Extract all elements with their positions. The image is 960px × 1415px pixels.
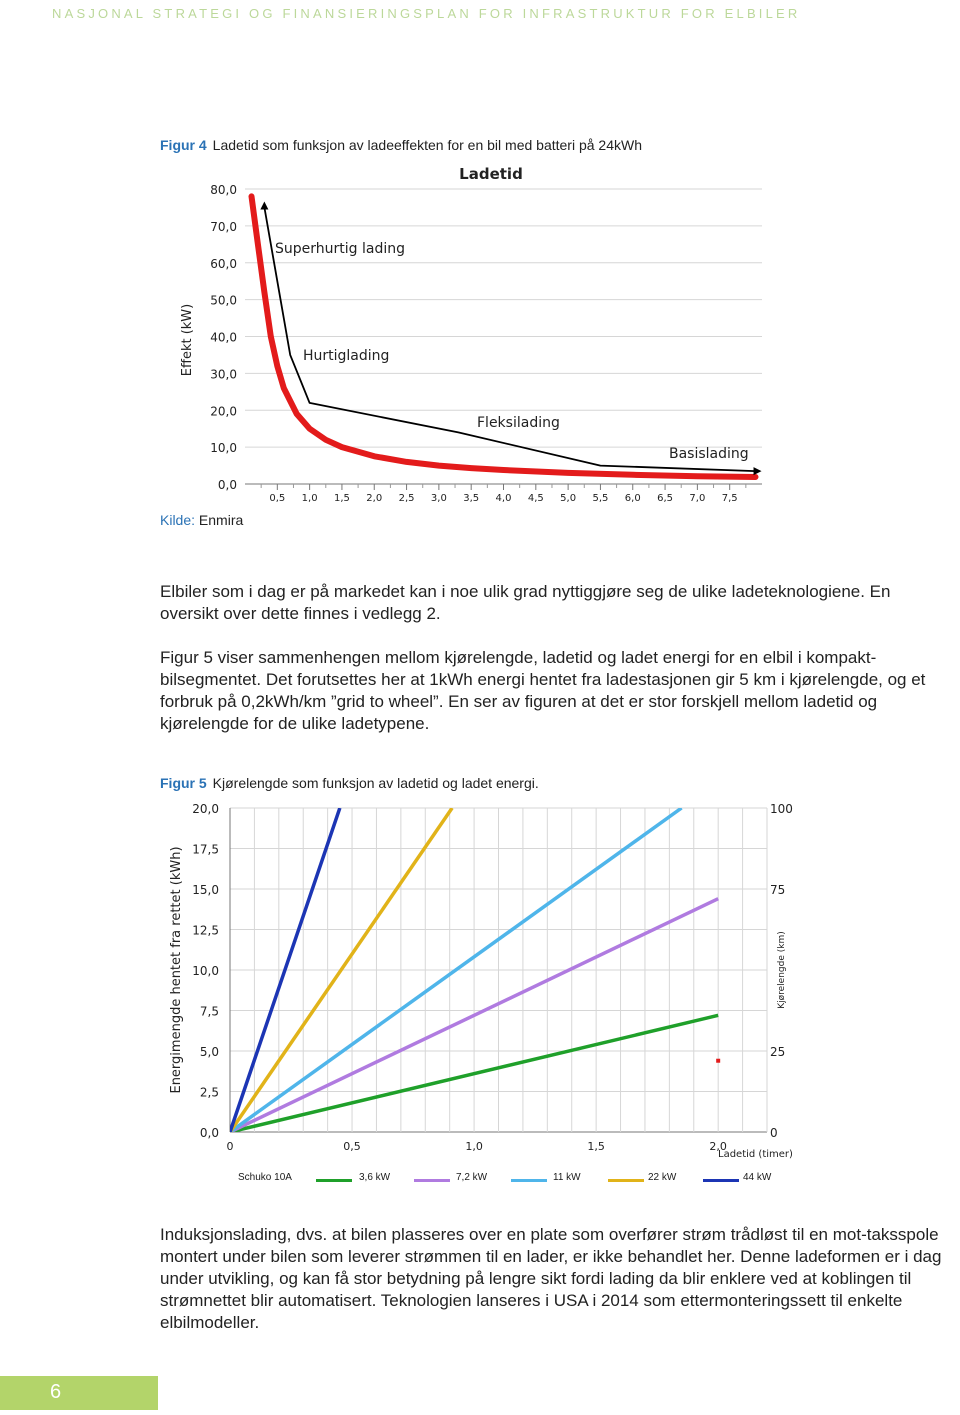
body-text-2 — [160, 1224, 950, 1356]
chart1-arrow-start — [260, 201, 268, 209]
annotation-superhurtig: Superhurtig lading — [275, 241, 405, 257]
page-number: 6 — [50, 1381, 62, 1403]
chart1-y-tick-label: 60,0 — [210, 256, 237, 271]
chart2-x-tick-label: 1,5 — [587, 1140, 605, 1153]
chart2-y-tick-label: 15,0 — [192, 883, 219, 897]
chart2-y-tick-label: 0,0 — [199, 1126, 219, 1140]
chart1-x-tick-label: 3,0 — [430, 493, 447, 504]
annotation-fleksilading: Fleksilading — [477, 415, 560, 431]
chart2-y2-tick-label: 25 — [770, 1045, 786, 1059]
figure-5-caption-text: Kjørelengde som funksjon av ladetid og ladet energi. — [212, 775, 539, 791]
chart2-y2-tick-label: 75 — [770, 883, 786, 897]
legend-swatch — [608, 1179, 644, 1182]
chart1-x-tick-label: 2,5 — [398, 493, 415, 504]
chart1-y-tick-label: 10,0 — [210, 441, 237, 456]
chart1-y-axis-label: Effekt (kW) — [180, 303, 195, 377]
chart1-y-tick-label: 80,0 — [210, 183, 237, 197]
annotation-basislading: Basislading — [669, 446, 749, 462]
figure-4-caption-text: Ladetid som funksjon av ladeeffekten for en bil med batteri på 24kWh — [212, 137, 643, 153]
figure-4-number: Figur 4 — [160, 137, 207, 153]
legend-label: 22 kW — [648, 1172, 677, 1183]
legend-label: 11 kW — [553, 1172, 581, 1183]
chart1-y-tick-label: 40,0 — [210, 330, 237, 345]
chart1-y-tick-label: 70,0 — [210, 219, 237, 234]
chart2-legend — [228, 1172, 808, 1188]
paragraph-1: Elbiler som i dag er på markedet kan i noe ulik grad nyttiggjøre seg de ulike ladeteknologiene. En oversikt over dette finnes i vedlegg 2. — [160, 582, 891, 623]
chart1-x-tick-label: 4,0 — [495, 493, 512, 504]
chart2-y-tick-label: 10,0 — [192, 964, 219, 978]
chart2-y2-tick-label: 0 — [770, 1126, 778, 1140]
chart2-y-tick-label: 7,5 — [199, 1004, 219, 1019]
range-vs-charging-chart — [160, 795, 810, 1165]
chart1-x-tick-label: 6,5 — [657, 493, 674, 504]
chart1-y-tick-label: 0,0 — [217, 478, 237, 492]
chart2-x-axis-label: Ladetid (timer) — [718, 1149, 793, 1160]
legend-swatch — [414, 1179, 450, 1182]
chart1-x-tick-label: 5,5 — [592, 493, 609, 504]
chart1-y-tick-label: 20,0 — [210, 404, 237, 419]
chart2-x-tick-label: 0,5 — [343, 1140, 361, 1153]
legend-swatch — [316, 1179, 352, 1182]
figure-5-number: Figur 5 — [160, 775, 207, 791]
chart1-x-tick-label: 7,5 — [721, 493, 738, 504]
legend-label: 7,2 kW — [456, 1172, 488, 1183]
chart1-x-tick-label: 2,0 — [366, 493, 383, 504]
legend-swatch — [511, 1179, 547, 1182]
chart1-x-tick-label: 4,5 — [527, 493, 544, 504]
chart2-marker — [716, 1059, 720, 1063]
paragraph-2: Figur 5 viser sammenhengen mellom kjørelengde, ladetid og ladet energi for en elbil i kompakt-bilsegmentet. Det forutsettes her at 1kWh energi hentet fra ladestasjonen gir 5 km i kjørelengde, og et forbruk på 0,2kWh/km ”grid to wheel”. En ser av figuren at det er stor forskjell mellom ladetid og kjørelengde for de ulike ladetypene. — [160, 648, 926, 733]
source-value: Enmira — [198, 512, 244, 528]
chart1-x-tick-label: 1,5 — [333, 493, 350, 504]
chart2-x-tick-label: 2,0 — [709, 1140, 727, 1153]
chart2-x-tick-label: 1,0 — [465, 1140, 483, 1153]
chart1-x-tick-label: 5,0 — [560, 493, 577, 504]
legend-label: 44 kW — [743, 1172, 772, 1183]
chart1-x-tick-label: 7,0 — [689, 493, 706, 504]
chart1-x-tick-label: 1,0 — [301, 493, 318, 504]
legend-label: 3,6 kW — [359, 1172, 391, 1183]
chart1-x-tick-label: 6,0 — [624, 493, 641, 504]
figure-4-source — [160, 512, 243, 528]
charging-time-chart — [160, 155, 800, 510]
figure-4-caption — [160, 137, 642, 153]
chart2-y2-axis-label: Kjørelengde (km) — [777, 931, 787, 1009]
page-number-box — [0, 1376, 158, 1410]
chart2-y-tick-label: 20,0 — [192, 802, 219, 816]
chart1-y-tick-label: 50,0 — [210, 293, 237, 308]
chart1-x-tick-label: 0,5 — [269, 493, 286, 504]
annotation-hurtiglading: Hurtiglading — [303, 348, 390, 364]
chart1-arrow-end — [754, 467, 762, 475]
chart1-title: Ladetid — [459, 165, 523, 183]
source-label: Kilde: — [160, 512, 196, 528]
chart2-y-tick-label: 17,5 — [192, 842, 219, 857]
chart2-y-tick-label: 2,5 — [199, 1085, 219, 1100]
chart2-x-tick-label: 0 — [226, 1140, 234, 1153]
legend-swatch — [703, 1179, 739, 1182]
legend-label: Schuko 10A — [238, 1172, 292, 1183]
chart2-y-tick-label: 12,5 — [192, 923, 219, 938]
page-header: NASJONAL STRATEGI OG FINANSIERINGSPLAN FOR INFRASTRUKTUR FOR ELBILER — [52, 6, 801, 21]
chart2-y-tick-label: 5,0 — [199, 1045, 219, 1059]
figure-5-caption — [160, 775, 539, 791]
paragraph-3: Induksjonslading, dvs. at bilen plasseres over en plate som overfører strøm trådløst til en mot-taksspole montert under bilen som leverer strømmen til en lader, er ikke behandlet her. Denne ladeformen er i dag under utvikling, og kan få stor betydning på lengre sikt fordi lading da blir enklere ved at koblingen til strømnettet blir automatisert. Teknologien lanseres i USA i 2014 som ettermonteringssett til enkelte elbilmodeller. — [160, 1225, 942, 1332]
body-text-1 — [160, 581, 950, 757]
chart2-y2-tick-label: 100 — [770, 802, 793, 816]
chart1-y-tick-label: 30,0 — [210, 367, 237, 382]
chart1-x-tick-label: 3,5 — [463, 493, 480, 504]
chart2-y-axis-label: Energimengde hentet fra rettet (kWh) — [169, 846, 184, 1094]
